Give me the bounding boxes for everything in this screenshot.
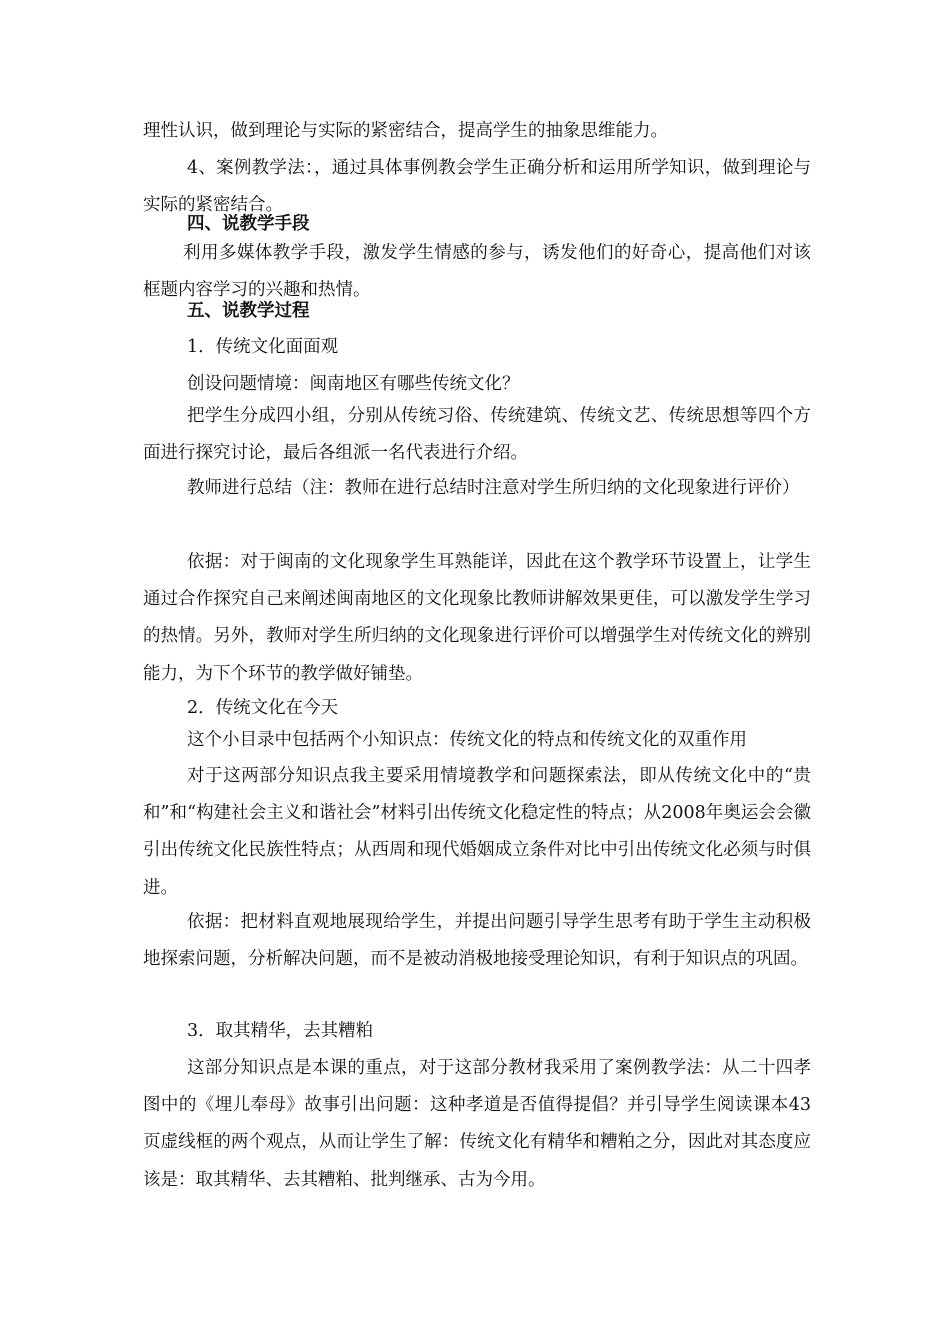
subsection-2-title: 2．传统文化在今天 — [187, 698, 339, 718]
subsection-2-method-paragraph: 对于这两部分知识点我主要采用情境教学和问题探索法，即从传统文化中的“贵和”和“构建社会主义和谐社会”材料引出传统文化稳定性的特点；从2008年奥运会会徽引出传统文化民族性特点；从西周和现代婚姻成立条件对比中引出传统文化必须与时俱进。 — [143, 766, 811, 898]
subsection-1-groups-paragraph: 把学生分成四小组，分别从传统习俗、传统建筑、传统文艺、传统思想等四个方面进行探究讨论，最后各组派一名代表进行介绍。 — [143, 406, 811, 464]
subsection-2-points: 这个小目录中包括两个小知识点：传统文化的特点和传统文化的双重作用 — [187, 730, 747, 750]
subsection-1-question: 创设问题情境：闽南地区有哪些传统文化？ — [187, 374, 520, 394]
subsection-3-title: 3．取其精华，去其糟粕 — [187, 1021, 374, 1041]
subsection-1-basis-paragraph: 依据：对于闽南的文化现象学生耳熟能详，因此在这个教学环节设置上，让学生通过合作探究自己来阐述闽南地区的文化现象比教师讲解效果更佳，可以激发学生学习的热情。另外，教师对学生所归纳的文化现象进行评价可以增强学生对传统文化的辨别能力，为下个环节的教学做好铺垫。 — [143, 552, 811, 684]
subsection-1-summary-paragraph: 教师进行总结（注：教师在进行总结时注意对学生所归纳的文化现象进行评价） — [187, 478, 800, 498]
subsection-2-basis-paragraph: 依据：把材料直观地展现给学生，并提出问题引导学生思考有助于学生主动积极地探索问题，分析解决问题，而不是被动消极地接受理论知识，有利于知识点的巩固。 — [143, 912, 811, 970]
method-4-paragraph: 4、案例教学法：，通过具体事例教会学生正确分析和运用所学知识，做到理论与实际的紧密结合。 — [143, 158, 811, 216]
section-four-heading: 四、说教学手段 — [187, 214, 310, 234]
subsection-3-body-paragraph: 这部分知识点是本课的重点，对于这部分教材我采用了案例教学法：从二十四孝图中的《埋儿奉母》故事引出问题：这种孝道是否值得提倡？并引导学生阅读课本43页虚线框的两个观点，从而让学生了解：传统文化有精华和糟粕之分，因此对其态度应该是：取其精华、去其糟粕、批判继承、古为今用。 — [143, 1058, 811, 1190]
subsection-1-title: 1．传统文化面面观 — [187, 337, 339, 357]
section-five-heading: 五、说教学过程 — [187, 301, 310, 321]
teaching-means-paragraph: 利用多媒体教学手段，激发学生情感的参与，诱发他们的好奇心，提高他们对该框题内容学习的兴趣和热情。 — [143, 243, 811, 301]
continued-paragraph: 理性认识，做到理论与实际的紧密结合，提高学生的抽象思维能力。 — [143, 121, 668, 141]
